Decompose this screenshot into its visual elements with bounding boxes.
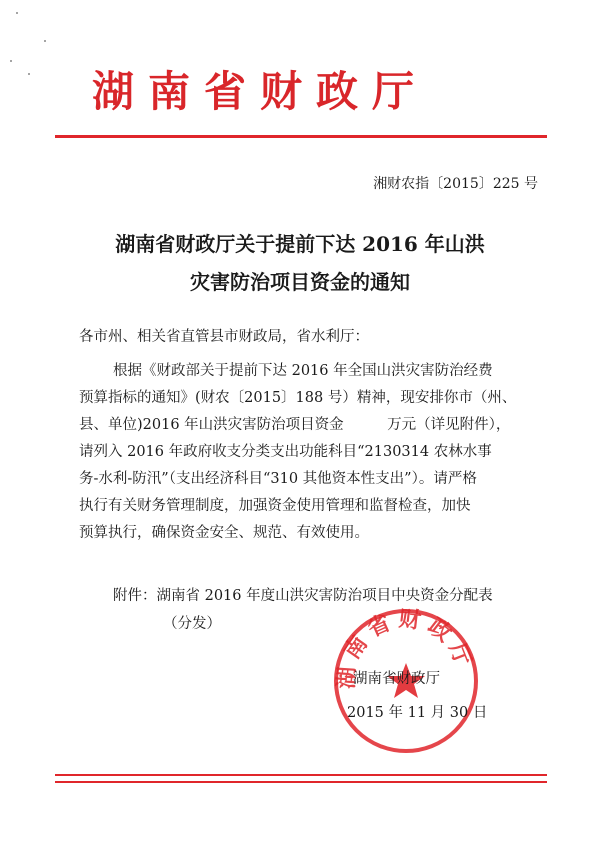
signer-name: 湖南省财政厅 <box>353 671 440 687</box>
attachment-line: 附件：湖南省 2016 年度山洪灾害防治项目中央资金分配表 <box>113 588 493 604</box>
addressee-line: 各市州、相关省直管县市财政局，省水利厅： <box>79 329 369 345</box>
body-paragraph-line: 执行有关财务管理制度，加强资金使用管理和监督检查，加快 <box>79 498 471 514</box>
header-red-rule <box>55 135 547 138</box>
document-title-line-1: 湖南省财政厅关于提前下达 2016 年山洪 <box>115 232 485 256</box>
document-title-line-2: 灾害防治项目资金的通知 <box>190 270 410 294</box>
scan-speck <box>16 12 18 14</box>
scan-speck <box>28 73 30 75</box>
attachment-note: （分发） <box>163 616 221 632</box>
signature-date: 2015 年 11 月 30 日 <box>347 705 488 721</box>
body-paragraph-line: 根据《财政部关于提前下达 2016 年全国山洪灾害防治经费 <box>113 363 493 379</box>
scan-speck <box>44 40 46 42</box>
body-paragraph-line: 预算指标的通知》(财农〔2015〕188 号）精神，现安排你市（州、 <box>79 390 517 406</box>
body-paragraph-line: 县、单位)2016 年山洪灾害防治项目资金 万元（详见附件）， <box>79 417 511 433</box>
scan-speck <box>10 60 12 62</box>
body-paragraph-line: 请列入 2016 年政府收支分类支出功能科目“2130314 农林水事 <box>79 444 492 460</box>
document-number: 湘财农指〔2015〕225 号 <box>373 176 538 192</box>
body-paragraph-line: 预算执行，确保资金安全、规范、有效使用。 <box>79 525 369 541</box>
seal-ring-text: 湖南省财政厅 <box>334 606 478 690</box>
footer-red-rule <box>55 781 547 783</box>
agency-header-title: 湖南省财政厅 <box>92 67 429 116</box>
footer-red-rule <box>55 774 547 776</box>
body-paragraph-line: 务-水利-防汛”（支出经济科目“310 其他资本性支出”）。请严格 <box>79 471 477 487</box>
